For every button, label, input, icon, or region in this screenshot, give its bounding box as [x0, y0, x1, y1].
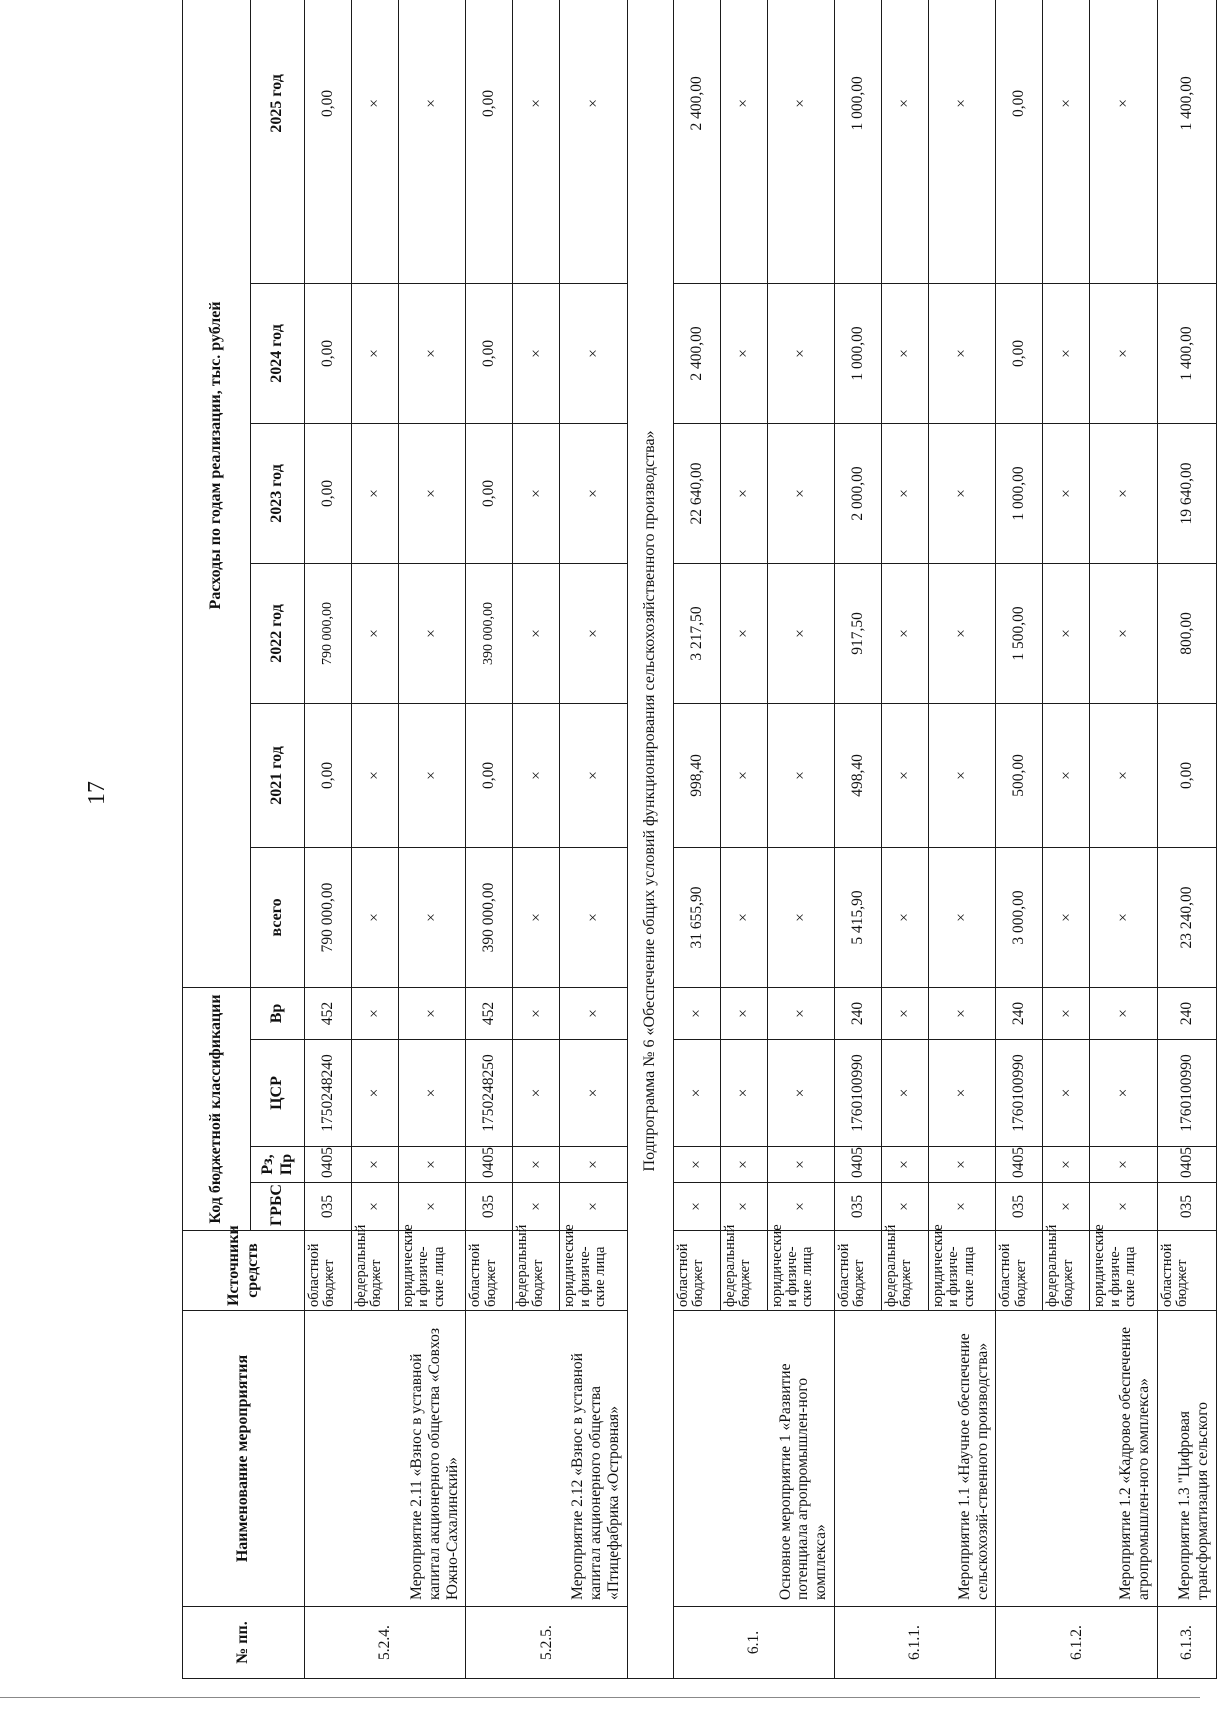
y2023-cell: 0,00 — [466, 423, 513, 563]
measure-name: Мероприятие 2.12 «Взнос в уставной капитал акционерного общества «Птицефабрика «Островная» — [466, 1311, 627, 1607]
y2022-cell: × — [929, 563, 996, 703]
y2022-cell: × — [352, 563, 399, 703]
csr-cell: × — [352, 1040, 399, 1147]
row-num: 6.1. — [673, 1607, 834, 1679]
measure-name: Мероприятие 1.2 «Кадровое обеспечение агропромышлен-ного комплекса» — [996, 1311, 1157, 1607]
vr-cell: × — [882, 987, 929, 1039]
total-cell: 31 655,90 — [673, 847, 720, 987]
y2023-cell: 19 640,00 — [1157, 423, 1216, 563]
header-csr: ЦСР — [251, 1040, 305, 1147]
source-cell: областной бюджет — [835, 1231, 882, 1311]
y2022-cell: 1 500,00 — [996, 563, 1043, 703]
grbs-cell: 035 — [996, 1183, 1043, 1231]
header-total: всего — [251, 847, 305, 987]
source-cell: областной бюджет — [1157, 1231, 1216, 1311]
rzpr-cell: × — [882, 1147, 929, 1183]
y2022-cell: × — [767, 563, 834, 703]
y2025-cell: × — [767, 0, 834, 283]
y2022-cell: × — [720, 563, 767, 703]
vr-cell: × — [399, 987, 466, 1039]
y2024-cell: × — [352, 283, 399, 423]
total-cell: 5 415,90 — [835, 847, 882, 987]
header-name: Наименование мероприятия — [183, 1311, 305, 1607]
rzpr-cell: × — [1090, 1147, 1157, 1183]
y2025-cell: × — [882, 0, 929, 283]
y2025-cell: × — [929, 0, 996, 283]
grbs-cell: × — [720, 1183, 767, 1231]
y2025-cell: × — [1043, 0, 1090, 283]
measure-name: Мероприятие 1.1 «Научное обеспечение сельскохозяй-ственного производства» — [835, 1311, 996, 1607]
y2022-cell: × — [513, 563, 560, 703]
grbs-cell: 035 — [466, 1183, 513, 1231]
y2025-cell: × — [560, 0, 627, 283]
total-cell: × — [929, 847, 996, 987]
y2024-cell: × — [1090, 283, 1157, 423]
y2021-cell: 998,40 — [673, 703, 720, 847]
y2023-cell: × — [929, 423, 996, 563]
total-cell: × — [513, 847, 560, 987]
y2021-cell: 0,00 — [466, 703, 513, 847]
y2021-cell: × — [399, 703, 466, 847]
header-budget-code: Код бюджетной классификации — [183, 987, 251, 1230]
header-grbs: ГРБС — [251, 1183, 305, 1231]
grbs-cell: × — [767, 1183, 834, 1231]
source-cell: юридические и физиче-ские лица — [929, 1231, 996, 1311]
y2022-cell: 390 000,00 — [466, 563, 513, 703]
vr-cell: × — [1043, 987, 1090, 1039]
csr-cell: × — [929, 1040, 996, 1147]
total-cell: 3 000,00 — [996, 847, 1043, 987]
source-cell: федеральный бюджет — [513, 1231, 560, 1311]
y2025-cell: × — [513, 0, 560, 283]
vr-cell: × — [929, 987, 996, 1039]
y2024-cell: 0,00 — [305, 283, 352, 423]
measure-name: Мероприятие 2.11 «Взнос в уставной капитал акционерного общества «Совхоз Южно-Сахалинский» — [305, 1311, 466, 1607]
y2025-cell: × — [352, 0, 399, 283]
grbs-cell: 035 — [305, 1183, 352, 1231]
y2021-cell: 0,00 — [1157, 703, 1216, 847]
budget-table — [182, 0, 1217, 1679]
y2022-cell: × — [1043, 563, 1090, 703]
csr-cell: 1760100990 — [835, 1040, 882, 1147]
y2021-cell: × — [513, 703, 560, 847]
header-sources: Источники средств — [183, 1231, 305, 1311]
y2022-cell: × — [1090, 563, 1157, 703]
vr-cell: × — [513, 987, 560, 1039]
y2023-cell: × — [513, 423, 560, 563]
source-cell: федеральный бюджет — [882, 1231, 929, 1311]
grbs-cell: × — [513, 1183, 560, 1231]
rzpr-cell: 0405 — [996, 1147, 1043, 1183]
total-cell: 23 240,00 — [1157, 847, 1216, 987]
header-expenses: Расходы по годам реализации, тыс. рублей — [183, 0, 251, 987]
y2024-cell: × — [399, 283, 466, 423]
y2022-cell: × — [399, 563, 466, 703]
csr-cell: × — [1090, 1040, 1157, 1147]
y2023-cell: × — [720, 423, 767, 563]
y2025-cell: 2 400,00 — [673, 0, 720, 283]
total-cell: × — [1043, 847, 1090, 987]
page-number: 17 — [84, 781, 110, 805]
source-cell: федеральный бюджет — [720, 1231, 767, 1311]
grbs-cell: × — [352, 1183, 399, 1231]
y2023-cell: × — [1090, 423, 1157, 563]
csr-cell: 1760100990 — [1157, 1040, 1216, 1147]
y2023-cell: × — [352, 423, 399, 563]
csr-cell: × — [560, 1040, 627, 1147]
rzpr-cell: 0405 — [305, 1147, 352, 1183]
source-cell: федеральный бюджет — [1043, 1231, 1090, 1311]
y2024-cell: 2 400,00 — [673, 283, 720, 423]
vr-cell: × — [720, 987, 767, 1039]
y2025-cell: 0,00 — [305, 0, 352, 283]
y2024-cell: × — [560, 283, 627, 423]
y2023-cell: × — [882, 423, 929, 563]
grbs-cell: × — [1090, 1183, 1157, 1231]
vr-cell: × — [1090, 987, 1157, 1039]
row-num: 5.2.5. — [466, 1607, 627, 1679]
total-cell: × — [399, 847, 466, 987]
vr-cell: × — [767, 987, 834, 1039]
y2021-cell: × — [1043, 703, 1090, 847]
source-cell: областной бюджет — [305, 1231, 352, 1311]
vr-cell: 452 — [305, 987, 352, 1039]
y2021-cell: × — [929, 703, 996, 847]
grbs-cell: × — [1043, 1183, 1090, 1231]
vr-cell: 240 — [1157, 987, 1216, 1039]
y2024-cell: × — [720, 283, 767, 423]
rzpr-cell: × — [399, 1147, 466, 1183]
grbs-cell: × — [399, 1183, 466, 1231]
csr-cell: 1750248240 — [305, 1040, 352, 1147]
header-2024: 2024 год — [251, 283, 305, 423]
row-num: 6.1.2. — [996, 1607, 1157, 1679]
y2025-cell: 0,00 — [466, 0, 513, 283]
vr-cell: × — [673, 987, 720, 1039]
grbs-cell: × — [673, 1183, 720, 1231]
y2024-cell: 1 000,00 — [835, 283, 882, 423]
total-cell: × — [882, 847, 929, 987]
source-cell: областной бюджет — [466, 1231, 513, 1311]
y2021-cell: 498,40 — [835, 703, 882, 847]
total-cell: × — [1090, 847, 1157, 987]
y2022-cell: 3 217,50 — [673, 563, 720, 703]
rzpr-cell: 0405 — [835, 1147, 882, 1183]
row-num: 6.1.1. — [835, 1607, 996, 1679]
y2024-cell: 0,00 — [996, 283, 1043, 423]
measure-name: Основное мероприятие 1 «Развитие потенциала агропромышлен-ного комплекса» — [673, 1311, 834, 1607]
y2025-cell: × — [720, 0, 767, 283]
rzpr-cell: × — [513, 1147, 560, 1183]
y2023-cell: × — [560, 423, 627, 563]
vr-cell: 452 — [466, 987, 513, 1039]
total-cell: 390 000,00 — [466, 847, 513, 987]
source-cell: юридические и физиче-ские лица — [399, 1231, 466, 1311]
rzpr-cell: × — [1043, 1147, 1090, 1183]
y2024-cell: × — [513, 283, 560, 423]
csr-cell: 1750248250 — [466, 1040, 513, 1147]
y2021-cell: × — [352, 703, 399, 847]
rzpr-cell: 0405 — [1157, 1147, 1216, 1183]
header-2022: 2022 год — [251, 563, 305, 703]
y2023-cell: × — [1043, 423, 1090, 563]
row-num: 6.1.3. — [1157, 1607, 1216, 1679]
y2023-cell: 2 000,00 — [835, 423, 882, 563]
subprogram-heading: Подпрограмма № 6 «Обеспечение общих условий функционирования сельскохозяйственного производства» — [627, 0, 673, 1679]
y2025-cell: 0,00 — [996, 0, 1043, 283]
header-vr: Вр — [251, 987, 305, 1039]
rzpr-cell: × — [720, 1147, 767, 1183]
y2023-cell: × — [767, 423, 834, 563]
csr-cell: × — [513, 1040, 560, 1147]
total-cell: 790 000,00 — [305, 847, 352, 987]
csr-cell: × — [882, 1040, 929, 1147]
csr-cell: 1760100990 — [996, 1040, 1043, 1147]
y2023-cell: 22 640,00 — [673, 423, 720, 563]
y2025-cell: × — [1090, 0, 1157, 283]
grbs-cell: 035 — [835, 1183, 882, 1231]
row-num: 5.2.4. — [305, 1607, 466, 1679]
measure-name: Мероприятие 1.3 "Цифровая трансформатизация сельского — [1157, 1311, 1216, 1607]
y2025-cell: 1 400,00 — [1157, 0, 1216, 283]
y2023-cell: 0,00 — [305, 423, 352, 563]
grbs-cell: × — [882, 1183, 929, 1231]
y2024-cell: × — [767, 283, 834, 423]
source-cell: областной бюджет — [996, 1231, 1043, 1311]
total-cell: × — [767, 847, 834, 987]
vr-cell: 240 — [835, 987, 882, 1039]
rzpr-cell: × — [673, 1147, 720, 1183]
y2022-cell: × — [560, 563, 627, 703]
y2022-cell: 800,00 — [1157, 563, 1216, 703]
csr-cell: × — [399, 1040, 466, 1147]
y2021-cell: × — [767, 703, 834, 847]
y2025-cell: × — [399, 0, 466, 283]
y2021-cell: × — [560, 703, 627, 847]
total-cell: × — [352, 847, 399, 987]
header-2025: 2025 год — [251, 0, 305, 283]
source-cell: юридические и физиче-ские лица — [767, 1231, 834, 1311]
y2023-cell: × — [399, 423, 466, 563]
vr-cell: × — [352, 987, 399, 1039]
header-rzpr: Рз, Пр — [251, 1147, 305, 1183]
y2021-cell: 500,00 — [996, 703, 1043, 847]
y2024-cell: × — [1043, 283, 1090, 423]
total-cell: × — [720, 847, 767, 987]
rzpr-cell: × — [767, 1147, 834, 1183]
csr-cell: × — [767, 1040, 834, 1147]
vr-cell: × — [560, 987, 627, 1039]
csr-cell: × — [720, 1040, 767, 1147]
grbs-cell: × — [929, 1183, 996, 1231]
y2024-cell: 1 400,00 — [1157, 283, 1216, 423]
rzpr-cell: × — [929, 1147, 996, 1183]
page-bottom-rule — [0, 1697, 1200, 1698]
vr-cell: 240 — [996, 987, 1043, 1039]
y2021-cell: × — [882, 703, 929, 847]
header-num: № пп. — [183, 1607, 305, 1679]
y2024-cell: 0,00 — [466, 283, 513, 423]
header-2021: 2021 год — [251, 703, 305, 847]
source-cell: юридические и физиче-ские лица — [1090, 1231, 1157, 1311]
y2021-cell: 0,00 — [305, 703, 352, 847]
y2024-cell: × — [882, 283, 929, 423]
y2022-cell: 790 000,00 — [305, 563, 352, 703]
y2023-cell: 1 000,00 — [996, 423, 1043, 563]
source-cell: федеральный бюджет — [352, 1231, 399, 1311]
y2025-cell: 1 000,00 — [835, 0, 882, 283]
grbs-cell: 035 — [1157, 1183, 1216, 1231]
rzpr-cell: × — [352, 1147, 399, 1183]
y2022-cell: × — [882, 563, 929, 703]
rzpr-cell: × — [560, 1147, 627, 1183]
y2021-cell: × — [1090, 703, 1157, 847]
table-header — [183, 0, 305, 1679]
grbs-cell: × — [560, 1183, 627, 1231]
y2022-cell: 917,50 — [835, 563, 882, 703]
source-cell: областной бюджет — [673, 1231, 720, 1311]
y2024-cell: × — [929, 283, 996, 423]
csr-cell: × — [1043, 1040, 1090, 1147]
rzpr-cell: 0405 — [466, 1147, 513, 1183]
total-cell: × — [560, 847, 627, 987]
source-cell: юридические и физиче-ские лица — [560, 1231, 627, 1311]
y2021-cell: × — [720, 703, 767, 847]
csr-cell: × — [673, 1040, 720, 1147]
header-2023: 2023 год — [251, 423, 305, 563]
rotated-table-wrapper — [182, 24, 1217, 1679]
